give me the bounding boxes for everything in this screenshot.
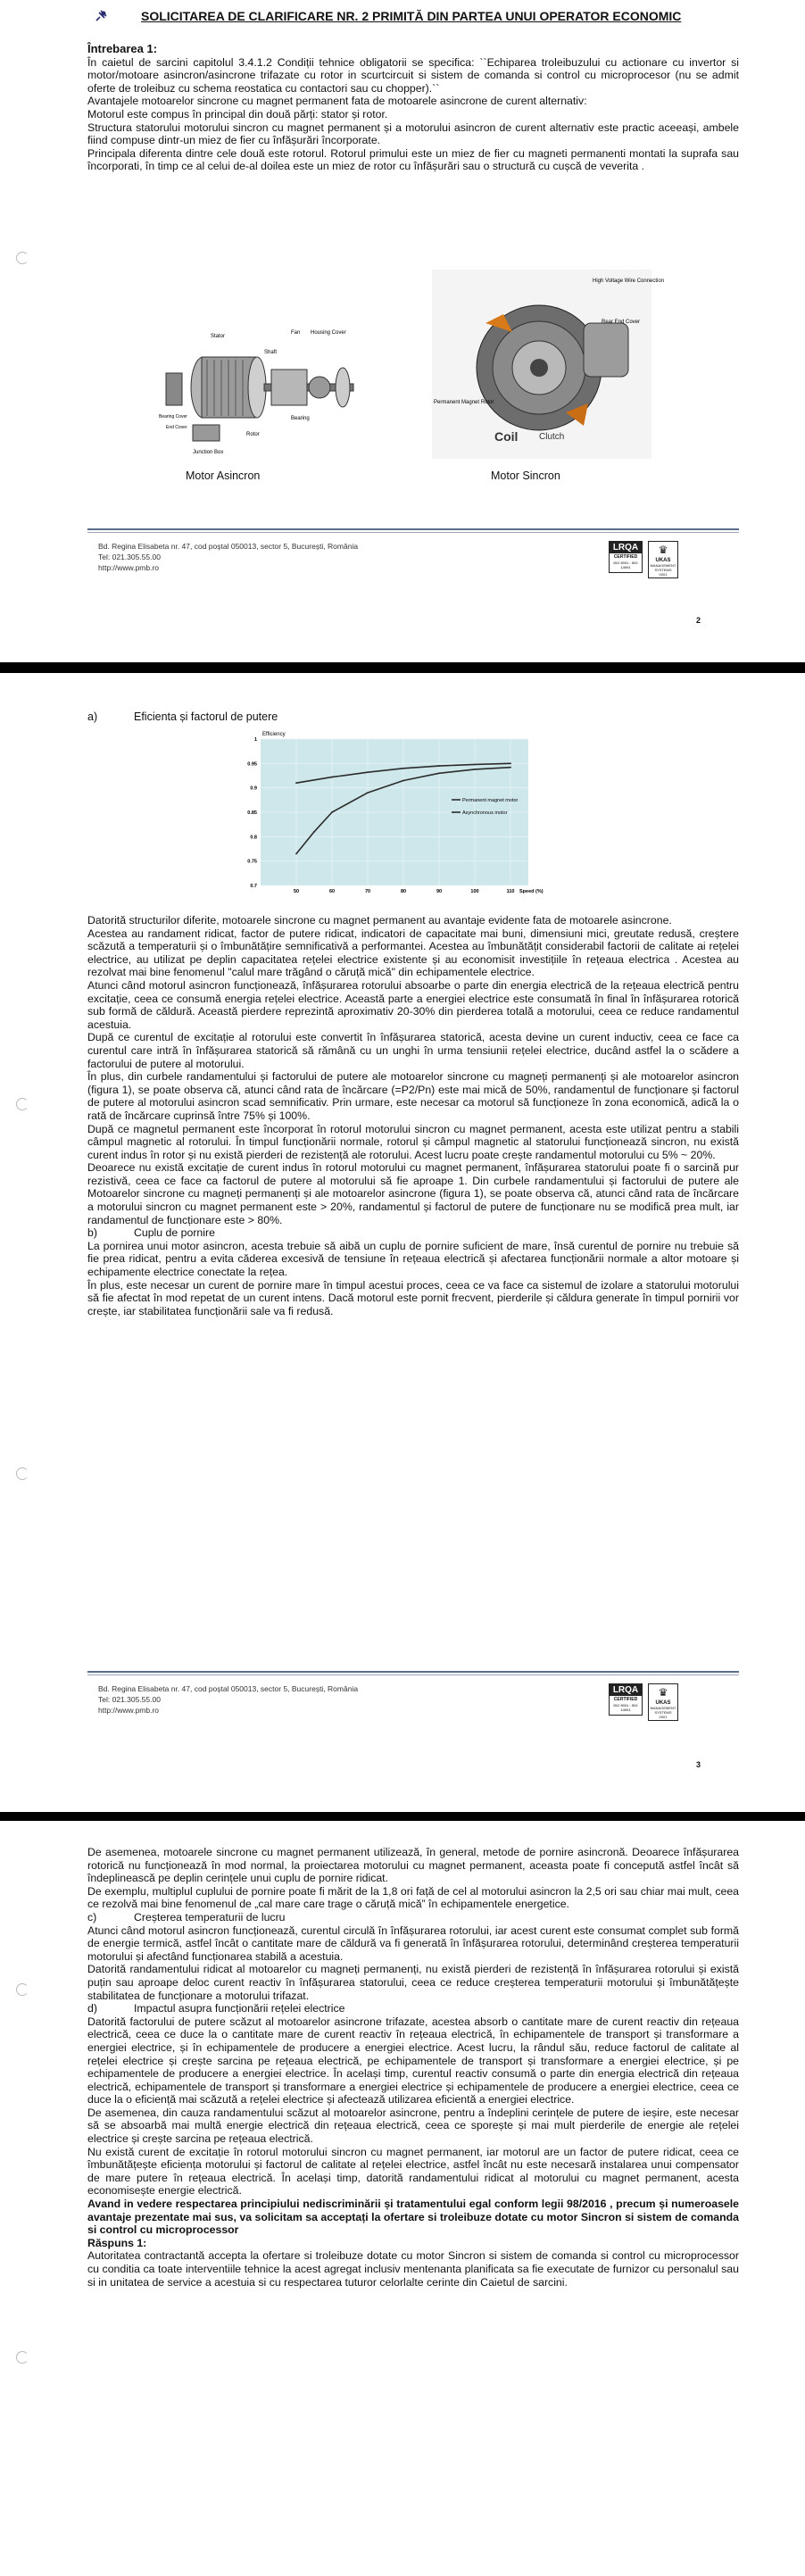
- paragraph: Motorul este compus în principal din două părți: stator și rotor.: [87, 107, 388, 120]
- paragraph: De asemenea, motoarele sincrone cu magnet permanent utilizează, în general, metode de pornire asincronă. Deoarece înfășurarea rotorică nu funcționează în mod normal, la proiectarea motorului cu magnet permanent, aceasta poate fi concepută astfel încât să îndeplinească pe deplin cerințele unui cuplu de pornire ridicat.: [87, 1846, 739, 1885]
- page-number: 3: [696, 1760, 701, 1769]
- answer-text: Autoritatea contractantă accepta la ofertare si troleibuze dotate cu motor Sincron si sistem de comanda si control cu microprocessor cu conditia ca toate interventiile tehnice la acest agregat inclusiv mentenanta planificata sa fie executate de furnizor cu personalul sau si in unitatea de service a acestuia si cu respectarea tuturor celorlalte cerinte din Caietul de sarcini.: [87, 2249, 739, 2289]
- paragraph: Datorită structurilor diferite, motoarele sincrone cu magnet permanent au avantaje evidente fata de motoarele asincrone.: [87, 914, 672, 927]
- paragraph: După ce curentul de excitație al rotorului este convertit în înfășurarea statorică, acesta devine un curent inductiv, ceea ce face ca curentul care intră în înfășurarea statorică să rămână cu un unghi în urma tensiunii rețelei electrice, ducând astfel la o scădere a factorului de putere al motorului.: [87, 1031, 739, 1070]
- question-heading: Întrebarea 1:: [87, 42, 158, 55]
- question-block: [87, 43, 739, 173]
- section-a-heading: a) Eficienta și factorul de putere: [87, 710, 278, 723]
- label-clutch: Clutch: [539, 432, 565, 442]
- paragraph: Atunci când motorul asincron funcționează, curentul circulă în înfășurarea rotorului, iar acest curent este consumat complet sub formă de energie termică, astfel încât o cantitate mare de căldură va fi generată în înfășurarea rotorului, determinând creșterea temperaturii motorului și afectând funcționarea stabilă a acestuia.: [87, 1924, 739, 1963]
- y-tick-label: 0.95: [247, 761, 257, 768]
- data-point: [331, 811, 333, 813]
- footer-contact: [98, 541, 358, 573]
- label-fan: Fan: [291, 330, 301, 336]
- document-page-4: [0, 1821, 805, 2576]
- data-point: [474, 764, 476, 766]
- x-tick-label: 90: [436, 889, 443, 894]
- chart-ylabel: Efficiency: [262, 732, 286, 737]
- label-stator: Stator: [211, 334, 226, 339]
- section-c-heading: c) Creșterea temperaturii de lucru: [87, 1910, 286, 1924]
- label-junction-box: Junction Box: [193, 450, 224, 455]
- label-shaft: Shaft: [264, 350, 278, 355]
- paragraph: Datorită factorului de putere scăzut al motoarelor asincrone trifazate, acestea absorb o cantitate mare de curent reactiv din rețeaua electrică, ceea ce duce la o cantitate mare de curent reactiv în rețeaua electrică, în echipamentele de transport și transformare a energiei electrice, și în echipamentele de producere a energiei electrice. Acest lucru, la rândul său, reduce factorul de calitate al rețelei electrice și crește sarcina pe rețeaua electrică, pe echipamentele de transport și transformare a energiei electrice, și pe echipamentele de producere a energiei electrice. În același timp, curentul reactiv consumă o parte din energia electrică din rețeaua electrică, echipamentele de transport și transformare a energiei electrice și echipamentele de producere a energiei electrice, ceea ce duce la o eficiență mai scăzută a rețelei electrice și afectează utilizarea eficientă a energiei electrice.: [87, 2015, 739, 2107]
- y-tick-label: 0.75: [247, 859, 257, 865]
- data-point: [295, 853, 297, 855]
- legend-label: Asynchronous motor: [462, 810, 508, 816]
- paragraph: De exemplu, multiplul cuplului de pornire poate fi mărit de la 1,8 ori față de cel al motorului asincron la 2,5 ori sau chiar mai mult, ceea ce rezolvă mai bine fenomenul de „cal mare care trage o căruță mică” în echipamentele energetice.: [87, 1884, 739, 1911]
- data-point: [367, 771, 369, 773]
- data-point: [331, 777, 333, 778]
- label-housing-cover: Housing Cover: [311, 330, 346, 336]
- footer-divider: [87, 528, 739, 530]
- label-bearing-cover: Bearing Cover: [159, 414, 187, 420]
- page-title: SOLICITAREA DE CLARIFICARE NR. 2 PRIMITĂ DIN PARTEA UNUI OPERATOR ECONOMIC: [141, 9, 682, 23]
- label-bearing: Bearing: [291, 416, 310, 421]
- footer-divider-thin: [87, 532, 739, 533]
- paragraph: Datorită randamentului ridicat al motoarelor cu magneți permanenți, nu există pierderi de rezistență în înfășurarea rotorului și există puțin sau aproape deloc curent reactiv în înfășurarea statorului, ceea ce reduce creșterea temperaturii motorului și îmbunătățește stabilitatea de funcționare a motorului trifazat.: [87, 1963, 739, 2002]
- async-motor-image: [157, 320, 380, 462]
- x-tick-label: 100: [470, 889, 479, 894]
- paragraph: De asemenea, din cauza randamentului scăzut al motoarelor asincrone, pentru a îndeplini cerințele de putere de ieșire, este necesar să se absoarbă mai multă energie electrică din rețeaua electrică, ceea ce sporește și mai mult pierderile de energie ale rețelei electrice și crește sarcina pe rețeaua electrică.: [87, 2106, 739, 2146]
- x-tick-label: 70: [364, 889, 371, 894]
- y-tick-label: 0.8: [250, 835, 257, 841]
- binder-hole: [16, 1467, 29, 1480]
- paragraph: Deoarece nu există excitație de curent indus în rotorul motorului cu magnet permanent, înfășurarea statorului poate fi o sarcină pur rezistivă, ceea ce face ca factorul de putere al motorului să fie aproape 1. Din curbele randamentului și factorului de putere ale Motoarelor sincrone cu magneți permanenți și ale motoarelor asincrone (figura 1), se poate observa că, atunci când rata de încărcare a motorului sincron cu magnet permanent este > 20%, randamentul și factorul de putere de funcționare nu se modifică prea mult, iar randamentul de funcționare este > 80%.: [87, 1161, 739, 1226]
- section-a-body: [87, 914, 739, 1317]
- binder-hole: [16, 1983, 29, 1996]
- y-tick-label: 0.7: [250, 884, 257, 889]
- caption-motor-sincron: Motor Sincron: [491, 469, 560, 482]
- document-page-3: [0, 673, 805, 1812]
- footer-web: http://www.pmb.ro: [98, 1706, 160, 1715]
- lrqa-logo: LRQA CERTIFIED ISO 9001 : ISO 14001: [609, 1683, 643, 1716]
- efficiency-chart: [234, 727, 573, 896]
- page-number: 2: [696, 616, 701, 625]
- ukas-logo: ♛ UKAS MANAGEMENT SYSTEMS 0001: [648, 541, 678, 578]
- label-rear-end-cover: Rear End Cover: [602, 320, 641, 325]
- lrqa-logo: LRQA CERTIFIED ISO 9001 : ISO 14001: [609, 541, 643, 573]
- data-point: [510, 762, 511, 764]
- data-point: [510, 767, 511, 769]
- paragraph: Acestea au randament ridicat, factor de putere ridicat, indicatori de capacitate mai buni, dimensiuni mici, greutate redusă, creștere scăzută a temperaturii și o îmbunătățire semnificativă a performantei. Acestea au îmbunătățit considerabil factorii de calitate ai rețelei electrice, au utilizat pe deplin capacitatea rețelei electrice existente și au economisit investițiile în rețeaua electrica . Acestea au rezolvat mai bine fenomenul "calul mare trăgând o căruță mică" din echipamentele electrice.: [87, 927, 739, 979]
- label-rotor: Rotor: [246, 432, 260, 437]
- title-row: [87, 7, 730, 27]
- footer-address: Bd. Regina Elisabeta nr. 47, cod poștal 050013, sector 5, București, România: [98, 542, 359, 551]
- paragraph: În caietul de sarcini capitolul 3.4.1.2 Condiții tehnice obligatorii se specifica: ``Echiparea troleibuzului cu actionare cu invertor si motor/motoare asincron/asincrone trifazate cu rotor in scurtcircuit si sistem de comanda si control cu microprocesor (nu se admit oferte de troleibuz cu schema reostatica cu contactori sau cu chopper).``: [87, 55, 739, 95]
- data-point: [474, 769, 476, 770]
- page-footer: [87, 528, 739, 577]
- y-tick-label: 0.85: [247, 810, 257, 816]
- x-tick-label: 60: [328, 889, 336, 894]
- paragraph: În plus, este necesar un curent de pornire mare în timpul acestui proces, ceea ce va face ca sistemul de izolare a statorului motorului să fie afectat în mod repetat de un curent intens. Dacă motorul este pornit frecvent, pierderile și căldura generate în timpul pornirii vor crește, iar stabilitatea funcționării sale va fi redusă.: [87, 1278, 739, 1317]
- pin-icon: [95, 10, 107, 22]
- section-b-heading: b) Cuplu de pornire: [87, 1226, 215, 1240]
- y-tick-label: 0.9: [250, 785, 257, 792]
- paragraph: Principala diferenta dintre cele două este rotorul. Rotorul primului este un miez de fier cu magneti permanenti montati la suprafa sau încorporati, în timp ce al celui de-al doilea este un miez de rotor cu înfășurări sau o structură cu cușcă de veverita .: [87, 146, 739, 173]
- footer-address: Bd. Regina Elisabeta nr. 47, cod poștal 050013, sector 5, București, România: [98, 1684, 359, 1693]
- paragraph: În plus, din curbele randamentului și factorului de putere ale motoarelor sincrone cu magneți permanenți și ale motoarelor asincron (figura 1), se poate observa că, atunci când rata de încărcare (=P2/Pn) este mai mică de 50%, randamentul de funcționare și factorul de putere al motorului asincron scad semnificativ. Prin urmare, este necesar ca motorul să funcționeze în zona economică, adică la o rată de încărcare cuprinsă între 75% și 100%.: [87, 1070, 739, 1122]
- x-tick-label: 80: [400, 889, 407, 894]
- footer-divider: [87, 1671, 739, 1673]
- caption-motor-asincron: Motor Asincron: [186, 469, 261, 482]
- paragraph: După ce magnetul permanent este încorporat în rotorul motorului sincron cu magnet permanent, acesta este utilizat pentru a stabili câmpul magnetic al rotorului. În timpul funcționării normale, rotorul și câmpul magnetic al statorului funcționează sincron, nu există curent indus în rotor și nu există pierderi de rezistență ale rotorului. Acest lucru poate crește randamentul motorului cu 5% ~ 20%.: [87, 1122, 739, 1161]
- label-coil: Coil: [494, 429, 519, 444]
- footer-divider-thin: [87, 1674, 739, 1675]
- paragraph: Atunci când motorul asincron funcționează, înfășurarea rotorului absoarbe o parte din energia electrică de la rețeaua electrică pentru excitație, ceea ce consumă energia rețelei electrice. Această parte a energiei electrice este consumată în final în înfășurarea rotorică sub formă de căldură. Această pierdere reprezintă aproximativ 20-30% din pierderea totală a motorului, ceea ce reduce randamentul acestuia.: [87, 978, 739, 1031]
- data-point: [438, 772, 440, 774]
- bold-conclusion: Avand in vedere respectarea principiului nediscriminării și tratamentului egal conform legii 98/2016 , precum și numeroasele avantaje prezentate mai sus, va solicitam sa acceptați la ofertare si troleibuze dotate cu motor Sincron si sistem de comanda si control cu microprocessor: [87, 2198, 739, 2237]
- footer-web: http://www.pmb.ro: [98, 563, 160, 572]
- document-page-2: [0, 0, 805, 662]
- binder-hole: [16, 252, 29, 264]
- label-high-voltage: High Voltage Wire Connection: [593, 278, 665, 284]
- binder-hole: [16, 2351, 29, 2364]
- chart-xlabel: Speed (%): [519, 889, 544, 894]
- footer-tel: Tel: 021.305.55.00: [98, 553, 161, 561]
- answer-heading: Răspuns 1:: [87, 2236, 147, 2249]
- page-footer: [87, 1671, 739, 1719]
- data-point: [367, 792, 369, 794]
- x-tick-label: 110: [506, 889, 515, 894]
- data-point: [402, 768, 404, 769]
- paragraph: La pornirea unui motor asincron, acesta trebuie să aibă un cuplu de pornire suficient de mare, însă curentul de pornire nu trebuie să fie prea ridicat, pentru a evita căderea excesivă de tensiune în rețeaua electrică și afectarea funcționării normale a altor motoare și echipamente electrice conectate la rețea.: [87, 1239, 739, 1279]
- legend-label: Permanent magnet motor: [462, 798, 519, 803]
- label-end-cover: End Cover: [166, 425, 187, 430]
- data-point: [313, 831, 315, 833]
- page3-body: [87, 1846, 739, 2289]
- paragraph: Structura statorului motorului sincron cu magnet permanent și a motorului asincron de curent alternativ este practic aceeași, ambele fiind compuse dintr-un miez de fier cu înfășurări încorporate.: [87, 120, 739, 147]
- paragraph: Avantajele motoarelor sincrone cu magnet permanent fata de motoarele asincrone de curent alternativ:: [87, 95, 587, 108]
- data-point: [295, 782, 297, 784]
- ukas-logo: ♛ UKAS MANAGEMENT SYSTEMS 0001: [648, 1683, 678, 1721]
- section-d-heading: d) Impactul asupra funcționării rețelei electrice: [87, 2002, 345, 2015]
- data-point: [438, 765, 440, 767]
- crown-icon: ♛: [658, 1686, 668, 1699]
- crown-icon: ♛: [658, 544, 668, 556]
- paragraph: Nu există curent de excitație în rotorul motorului sincron cu magnet permanent, iar motorul are un factor de putere ridicat, ceea ce îmbunătățește eficiența motorului și factorul de calitate al rețelei electrice, astfel încât nu este necesară instalarea unui compensator de mare putere în rețeaua electrică. În același timp, datorită randamentului ridicat al motorului cu magnet permanent, acesta economisește energie electrică.: [87, 2145, 739, 2198]
- footer-contact: [98, 1683, 358, 1716]
- binder-hole: [16, 1098, 29, 1110]
- x-tick-label: 50: [293, 889, 300, 894]
- sync-motor-image: [432, 270, 665, 459]
- label-pm-rotor: Permanent Magnet Rotor: [434, 400, 494, 405]
- footer-tel: Tel: 021.305.55.00: [98, 1695, 161, 1704]
- y-tick-label: 1: [253, 737, 257, 743]
- data-point: [402, 780, 404, 782]
